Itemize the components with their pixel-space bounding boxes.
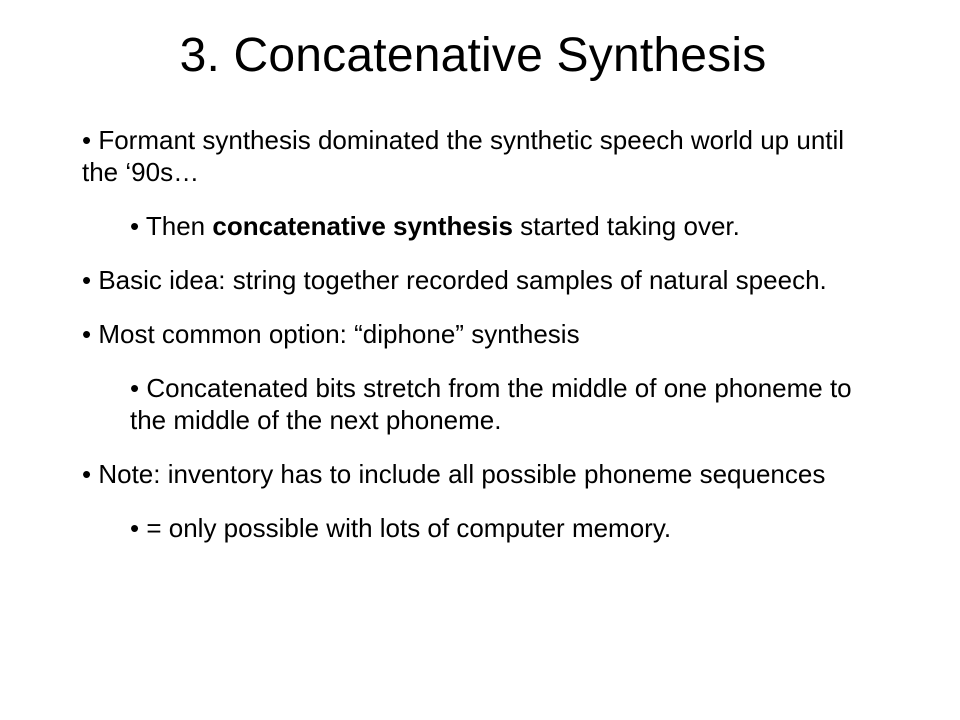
sub-bullet-item	[82, 512, 882, 544]
sub-bullet-item	[82, 372, 882, 436]
bullet-item	[82, 124, 882, 188]
bullet-text: Concatenated bits stretch from the middle of one phoneme to the middle of the next phoneme.	[130, 373, 852, 435]
bullet-marker: •	[82, 319, 92, 349]
bullet-item	[82, 318, 882, 350]
bullet-marker: •	[130, 373, 140, 403]
bullet-marker: •	[82, 125, 92, 155]
bullet-text: = only possible with lots of computer memory.	[146, 513, 672, 543]
bullet-marker: •	[130, 513, 140, 543]
bullet-text: Note: inventory has to include all possible phoneme sequences	[98, 459, 826, 489]
bullet-text-before: Then	[145, 211, 213, 241]
bullet-item	[82, 264, 882, 296]
bullet-marker: •	[130, 211, 140, 241]
sub-bullet-item	[82, 210, 882, 242]
bullet-marker: •	[82, 265, 92, 295]
bullet-text-bold: concatenative synthesis	[212, 211, 513, 241]
bullet-text: Basic idea: string together recorded samples of natural speech.	[98, 265, 827, 295]
bullet-text: Most common option: “diphone” synthesis	[98, 319, 580, 349]
bullet-marker: •	[82, 459, 92, 489]
bullet-list	[82, 124, 882, 566]
bullet-item	[82, 458, 882, 490]
bullet-text: Formant synthesis dominated the synthetic speech world up until the ‘90s…	[82, 125, 845, 187]
bullet-text-after: started taking over.	[512, 211, 740, 241]
slide-title: 3. Concatenative Synthesis	[179, 29, 767, 82]
